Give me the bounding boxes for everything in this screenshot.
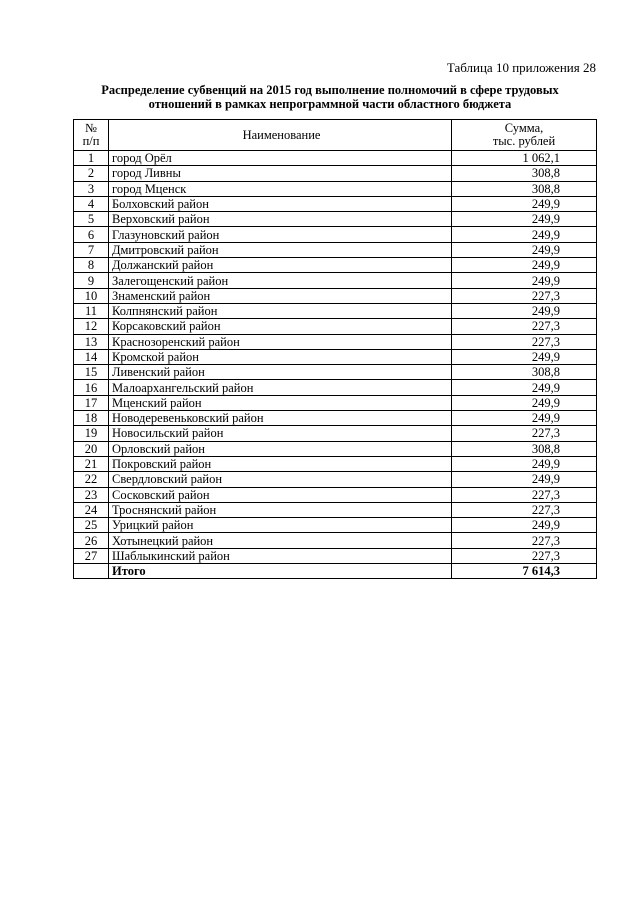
total-number-cell: [74, 564, 109, 579]
row-name: Шаблыкинский район: [109, 548, 452, 563]
row-name: Свердловский район: [109, 472, 452, 487]
row-sum: 227,3: [452, 319, 597, 334]
header-sum-line1: Сумма,: [504, 121, 544, 135]
row-sum: 249,9: [452, 380, 597, 395]
table-row: [74, 502, 597, 517]
table-row: [74, 303, 597, 318]
row-name: Ливенский район: [109, 365, 452, 380]
row-name: Урицкий район: [109, 518, 452, 533]
row-sum: 249,9: [452, 303, 597, 318]
header-sum: [452, 120, 597, 151]
subsidy-table: [73, 119, 597, 579]
table-body: [74, 151, 597, 564]
row-number: 16: [74, 380, 109, 395]
row-number: 15: [74, 365, 109, 380]
row-number: 19: [74, 426, 109, 441]
row-number: 12: [74, 319, 109, 334]
row-sum: 249,9: [452, 242, 597, 257]
row-name: город Орёл: [109, 151, 452, 166]
row-name: Сосковский район: [109, 487, 452, 502]
row-name: Новодеревеньковский район: [109, 411, 452, 426]
table-row: [74, 518, 597, 533]
header-number-line2: п/п: [82, 134, 100, 148]
row-name: Знаменский район: [109, 288, 452, 303]
table-row: [74, 196, 597, 211]
row-sum: 249,9: [452, 456, 597, 471]
row-sum: 249,9: [452, 212, 597, 227]
title-line-1: Распределение субвенций на 2015 год выполнение полномочий в сфере трудовых: [101, 83, 559, 97]
total-sum: 7 614,3: [452, 564, 597, 579]
row-sum: 308,8: [452, 181, 597, 196]
row-sum: 249,9: [452, 411, 597, 426]
row-sum: 227,3: [452, 426, 597, 441]
row-sum: 308,8: [452, 441, 597, 456]
row-name: Покровский район: [109, 456, 452, 471]
row-sum: 249,9: [452, 273, 597, 288]
row-name: Краснозоренский район: [109, 334, 452, 349]
table-row: [74, 395, 597, 410]
table-row: [74, 411, 597, 426]
row-sum: 227,3: [452, 334, 597, 349]
row-number: 24: [74, 502, 109, 517]
row-sum: 227,3: [452, 533, 597, 548]
row-sum: 249,9: [452, 258, 597, 273]
header-sum-line2: тыс. рублей: [492, 134, 556, 148]
row-number: 3: [74, 181, 109, 196]
header-number-line1: №: [85, 121, 97, 135]
table-row: [74, 472, 597, 487]
row-sum: 227,3: [452, 548, 597, 563]
row-number: 11: [74, 303, 109, 318]
row-number: 14: [74, 349, 109, 364]
row-name: Кромской район: [109, 349, 452, 364]
table-row: [74, 487, 597, 502]
row-name: Болховский район: [109, 196, 452, 211]
row-name: Колпнянский район: [109, 303, 452, 318]
row-number: 2: [74, 166, 109, 181]
row-number: 5: [74, 212, 109, 227]
row-number: 27: [74, 548, 109, 563]
row-name: Верховский район: [109, 212, 452, 227]
row-number: 22: [74, 472, 109, 487]
row-sum: 308,8: [452, 166, 597, 181]
document-title: [60, 83, 600, 111]
row-name: город Ливны: [109, 166, 452, 181]
row-sum: 249,9: [452, 196, 597, 211]
title-line-2: отношений в рамках непрограммной части областного бюджета: [148, 97, 512, 111]
table-row: [74, 319, 597, 334]
table-row: [74, 288, 597, 303]
row-number: 4: [74, 196, 109, 211]
table-row: [74, 380, 597, 395]
row-number: 13: [74, 334, 109, 349]
table-row: [74, 242, 597, 257]
row-name: Должанский район: [109, 258, 452, 273]
table-row: [74, 166, 597, 181]
total-row: [74, 564, 597, 579]
table-caption: Таблица 10 приложения 28: [446, 60, 596, 75]
table-row: [74, 456, 597, 471]
row-sum: 1 062,1: [452, 151, 597, 166]
row-number: 10: [74, 288, 109, 303]
row-sum: 249,9: [452, 227, 597, 242]
row-number: 21: [74, 456, 109, 471]
table-row: [74, 365, 597, 380]
row-name: Хотынецкий район: [109, 533, 452, 548]
table-row: [74, 227, 597, 242]
row-sum: 227,3: [452, 502, 597, 517]
row-sum: 308,8: [452, 365, 597, 380]
row-sum: 249,9: [452, 395, 597, 410]
row-name: Малоархангельский район: [109, 380, 452, 395]
table-row: [74, 258, 597, 273]
table-row: [74, 151, 597, 166]
table-row: [74, 441, 597, 456]
row-name: Глазуновский район: [109, 227, 452, 242]
row-number: 7: [74, 242, 109, 257]
total-label: Итого: [109, 564, 452, 579]
row-sum: 227,3: [452, 288, 597, 303]
row-sum: 249,9: [452, 518, 597, 533]
table-row: [74, 533, 597, 548]
table-row: [74, 426, 597, 441]
row-name: Залегощенский район: [109, 273, 452, 288]
row-number: 9: [74, 273, 109, 288]
header-name: Наименование: [109, 120, 452, 151]
row-number: 8: [74, 258, 109, 273]
row-name: Орловский район: [109, 441, 452, 456]
table-row: [74, 349, 597, 364]
table-header-row: [74, 120, 597, 151]
header-number: [74, 120, 109, 151]
row-number: 26: [74, 533, 109, 548]
row-number: 25: [74, 518, 109, 533]
row-number: 18: [74, 411, 109, 426]
row-name: Мценский район: [109, 395, 452, 410]
row-name: Корсаковский район: [109, 319, 452, 334]
row-number: 20: [74, 441, 109, 456]
row-sum: 249,9: [452, 472, 597, 487]
row-number: 17: [74, 395, 109, 410]
table-row: [74, 181, 597, 196]
row-number: 1: [74, 151, 109, 166]
row-sum: 227,3: [452, 487, 597, 502]
row-name: Троснянский район: [109, 502, 452, 517]
row-name: Новосильский район: [109, 426, 452, 441]
table-row: [74, 334, 597, 349]
table-row: [74, 212, 597, 227]
table-row: [74, 273, 597, 288]
row-number: 6: [74, 227, 109, 242]
row-number: 23: [74, 487, 109, 502]
row-name: город Мценск: [109, 181, 452, 196]
row-sum: 249,9: [452, 349, 597, 364]
table-row: [74, 548, 597, 563]
row-name: Дмитровский район: [109, 242, 452, 257]
